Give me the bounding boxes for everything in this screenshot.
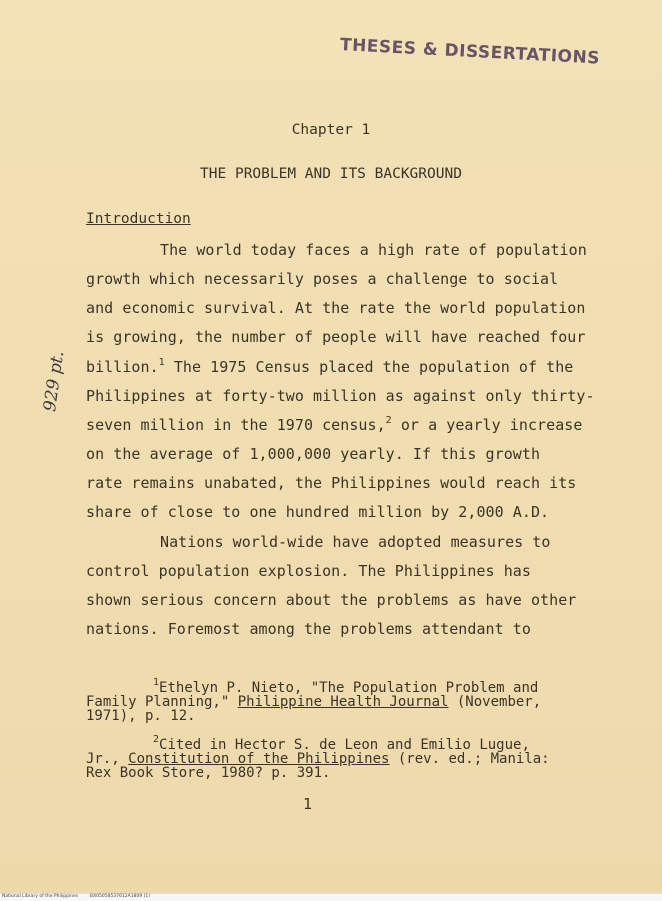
- body-line: The world today faces a high rate of population: [160, 241, 587, 259]
- footnote-line: [86, 752, 550, 766]
- body-line: [86, 416, 582, 434]
- body-line: control population explosion. The Philippines has: [86, 562, 531, 580]
- page-number: 1: [303, 795, 313, 813]
- footnote-text: Cited in Hector S. de Leon and Emilio Lugue,: [159, 737, 530, 753]
- footnote-text: (November,: [448, 694, 542, 710]
- chapter-title: THE PROBLEM AND ITS BACKGROUND: [200, 166, 462, 182]
- footnote-journal-title: Philippine Health Journal: [237, 694, 449, 710]
- footnote-book-title: Constitution of the Philippines: [128, 751, 390, 767]
- scan-footer-source: National Library of the Philippines: [2, 894, 79, 899]
- scan-footer-id: BX05058537612A1809 (1): [90, 894, 150, 899]
- library-stamp: THESES & DISSERTATIONS: [339, 35, 601, 69]
- footnote-text: Jr.,: [86, 751, 129, 767]
- footnote-line: [153, 734, 530, 753]
- handwritten-note: 929 pt.: [40, 349, 69, 413]
- body-line: share of close to one hundred million by 2,000 A.D.: [86, 503, 550, 521]
- body-line: growth which necessarily poses a challenge to social: [86, 270, 559, 288]
- body-line: [86, 358, 573, 376]
- footnote-line: [153, 677, 539, 696]
- body-text: The 1975 Census placed the population of the: [164, 358, 574, 376]
- body-line: nations. Foremost among the problems attendant to: [86, 620, 531, 638]
- section-heading: Introduction: [86, 211, 191, 227]
- footnote-number: 1: [153, 677, 160, 688]
- chapter-label: Chapter 1: [291, 122, 371, 138]
- footnote-line: Rex Book Store, 1980? p. 391.: [86, 765, 331, 781]
- footnote-number: 2: [153, 734, 160, 745]
- body-line: rate remains unabated, the Philippines would reach its: [86, 474, 577, 492]
- body-text: billion.: [86, 358, 159, 376]
- footnote-line: [86, 695, 541, 709]
- footnote-ref: 1: [158, 357, 165, 368]
- footnote-text: Ethelyn P. Nieto, "The Population Problem and: [159, 680, 539, 696]
- body-line: shown serious concern about the problems as have other: [86, 591, 577, 609]
- footnote-line: 1971), p. 12.: [86, 708, 196, 724]
- body-text: or a yearly increase: [391, 416, 583, 434]
- footnote-text: Family Planning,": [86, 694, 238, 710]
- body-line: on the average of 1,000,000 yearly. If this growth: [86, 445, 541, 463]
- body-text: seven million in the 1970 census,: [86, 416, 386, 434]
- body-line: and economic survival. At the rate the world population: [86, 299, 586, 317]
- footnote-ref: 2: [385, 415, 392, 426]
- body-line: Nations world-wide have adopted measures to: [160, 533, 551, 551]
- body-line: Philippines at forty-two million as against only thirty-: [86, 387, 595, 405]
- footnote-text: (rev. ed.; Manila:: [389, 751, 550, 767]
- body-line: is growing, the number of people will have reached four: [86, 328, 586, 346]
